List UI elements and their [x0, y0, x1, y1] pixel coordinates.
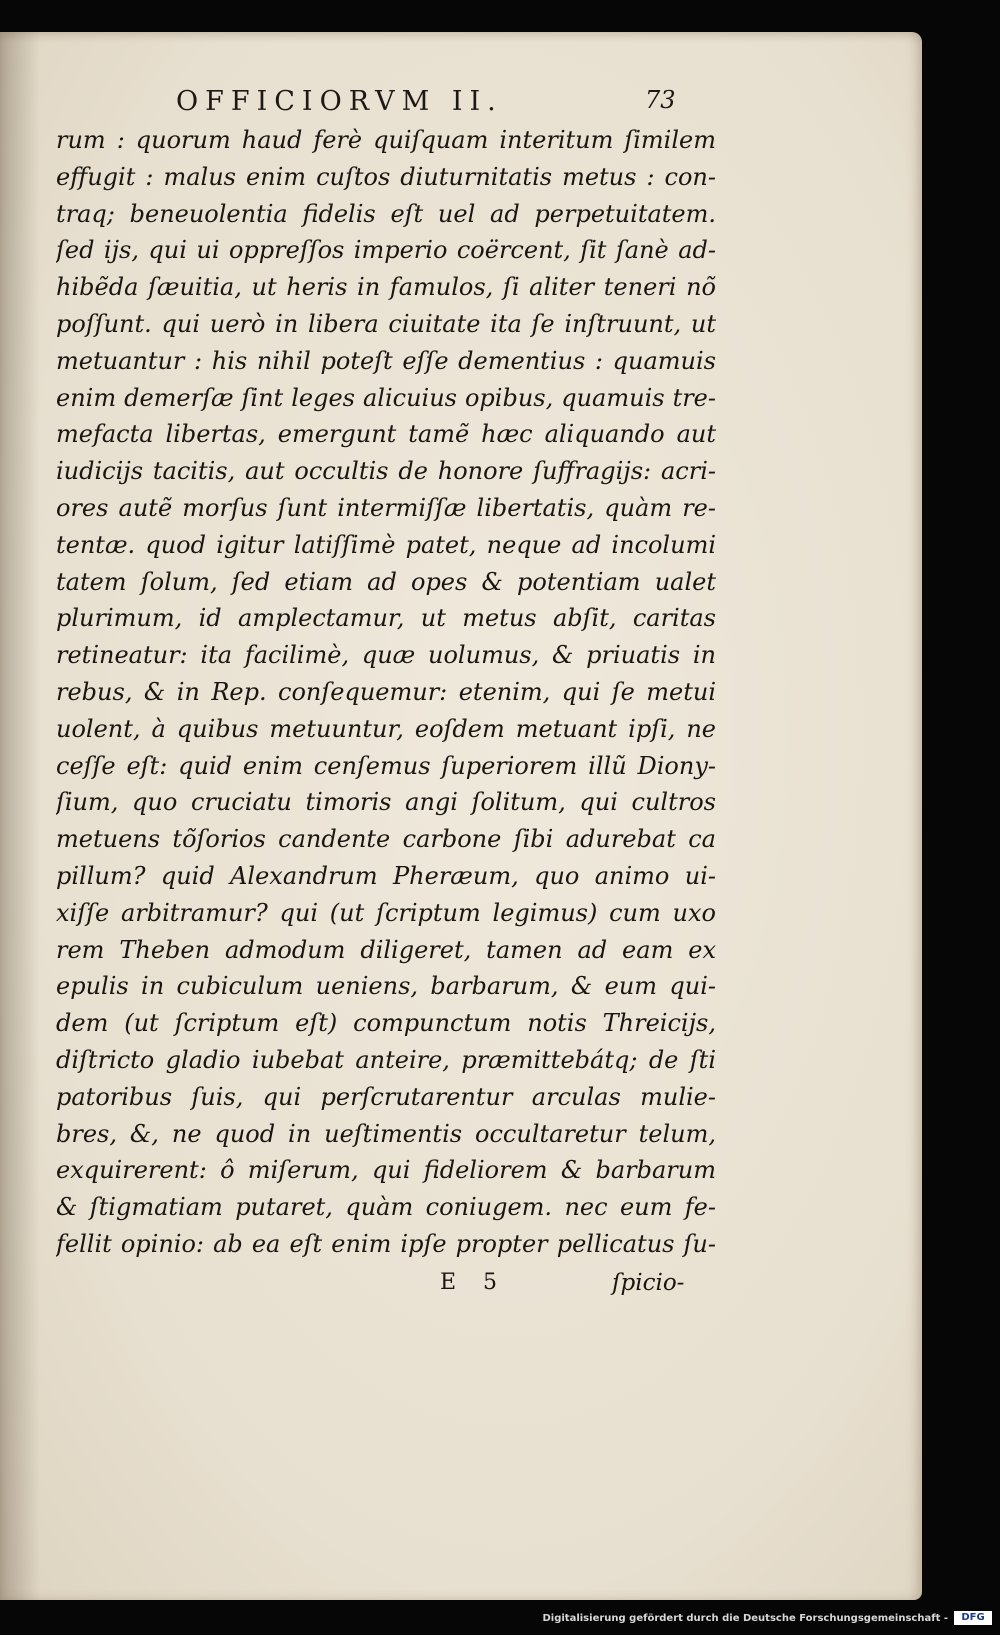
gutter-shadow [0, 32, 40, 1600]
text-line: pillum? quid Alexandrum Pheræum, quo animo ui- [56, 861, 716, 890]
text-line: effugit : malus enim cuſtos diuturnitatis metus : con- [56, 162, 716, 191]
text-line: fellit opinio: ab ea eſt enim ipſe propter pellicatus ſu- [56, 1229, 716, 1258]
text-line: tatem ſolum, ſed etiam ad opes & potentiam ualet [56, 567, 716, 596]
catchword: ſpicio- [612, 1270, 685, 1296]
text-line: diſtricto gladio iubebat anteire, præmittebátq; de ſti [56, 1045, 716, 1074]
text-line: ores autẽ morſus ſunt intermiſſæ libertatis, quàm re- [56, 493, 716, 522]
text-line: bres, &, ne quod in ueſtimentis occultaretur telum, [56, 1119, 716, 1148]
text-line: metuens tõſorios candente carbone ſibi adurebat ca [56, 825, 716, 854]
text-line: retineatur: ita facilimè, quæ uolumus, & priuatis in [56, 641, 716, 670]
running-title: OFFICIORVM II. [176, 86, 503, 117]
text-line: epulis in cubiculum ueniens, barbarum, & eum qui- [56, 972, 716, 1001]
text-line: patoribus ſuis, qui perſcrutarentur arculas mulie- [56, 1082, 716, 1111]
text-line: mefacta libertas, emergunt tamẽ hæc aliquando aut [56, 420, 716, 449]
text-line: rum : quorum haud ferè quiſquam interitum ſimilem [56, 126, 716, 154]
text-line: traq; beneuolentia fidelis eſt uel ad perpetuitatem. [56, 199, 716, 228]
page-number: 73 [645, 86, 676, 114]
text-line: dem (ut ſcriptum eſt) compunctum notis Threicijs, [56, 1009, 716, 1038]
text-line: hibẽda ſæuitia, ut heris in famulos, ſi aliter teneri nõ [56, 273, 716, 302]
text-line: iudicijs tacitis, aut occultis de honore ſuffragijs: acri- [56, 457, 716, 486]
body-text [56, 122, 716, 1263]
text-line: rebus, & in Rep. conſequemur: etenim, qui ſe metui [56, 677, 716, 706]
text-line: exquirerent: ô miſerum, qui fideliorem & barbarum [56, 1156, 716, 1185]
dfg-logo: DFG [954, 1611, 992, 1625]
text-line: & ſtigmatiam putaret, quàm coniugem. nec eum fe- [56, 1193, 716, 1222]
digitization-credit: Digitalisierung gefördert durch die Deutsche Forschungsgemeinschaft - [542, 1613, 948, 1624]
signature-mark: E 5 [440, 1270, 508, 1295]
text-line: ceſſe eſt: quid enim cenſemus ſuperiorem illũ Diony- [56, 751, 716, 780]
text-line: metuantur : his nihil poteſt eſſe dementius : quamuis [56, 346, 716, 375]
text-line: tentæ. quod igitur latiſſimè patet, neque ad incolumi [56, 530, 716, 559]
text-line: ſium, quo cruciatu timoris angi ſolitum, qui cultros [56, 788, 716, 817]
text-line: xiſſe arbitramur? qui (ut ſcriptum legimus) cum uxo [56, 898, 716, 927]
text-line: plurimum, id amplectamur, ut metus abſit, caritas [56, 604, 716, 633]
text-line: poſſunt. qui uerò in libera ciuitate ita ſe inſtruunt, ut [56, 309, 716, 338]
text-line: ſed ijs, qui ui oppreſſos imperio coërcent, ſit ſanè ad- [56, 236, 716, 265]
text-line: uolent, à quibus metuuntur, eoſdem metuant ipſi, ne [56, 714, 716, 743]
text-line: enim demerſæ ſint leges alicuius opibus, quamuis tre- [56, 383, 716, 412]
text-line: rem Theben admodum diligeret, tamen ad eam ex [56, 935, 716, 964]
